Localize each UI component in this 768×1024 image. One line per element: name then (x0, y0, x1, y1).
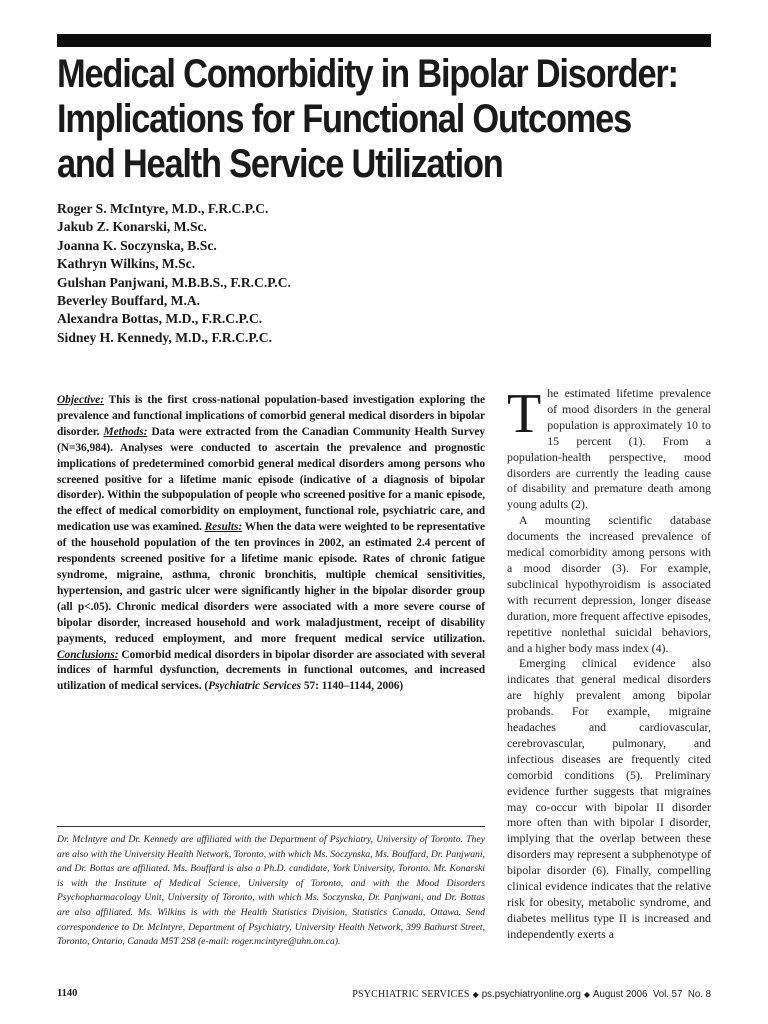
citation-tail: 57: 1140–1144, 2006) (301, 680, 404, 693)
body-paragraph-1 (507, 383, 711, 513)
author-list (57, 200, 457, 347)
title-line-1: Medical Comorbidity in Bipolar Disorder: (57, 52, 678, 96)
objective-text: This is the first cross-national population-based investigation exploring the prevalence and functional implications of comorbid general medical disorders in bipolar disorder. (57, 394, 485, 438)
author: Jakub Z. Konarski, M.Sc. (57, 219, 207, 235)
drop-cap: T (507, 383, 542, 445)
author: Kathryn Wilkins, M.Sc. (57, 256, 196, 272)
author: Roger S. McIntyre, M.D., F.R.C.P.C. (57, 201, 269, 216)
methods-text: Data were extracted from the Canadian Community Health Survey (N=36,984). Analyses were conducted to ascertain the prevalence and prognostic implications of predetermined comorbid general medical disorders among persons who screened positive for a lifetime manic episode (indicative of a diagnosis of bipolar disorder). Within the subpopulation of people who screened positive for a manic episode, the effect of medical comorbidity on employment, functional role, psychiatric care, and medication use was examined. (57, 425, 485, 534)
conclusions-text: Comorbid medical disorders in bipolar disorder are associated with several indices of harmful dysfunction, decrements in functional outcomes, and increased utilization of medical services. ( (57, 648, 485, 693)
page-number: 1140 (57, 988, 78, 999)
running-footer (352, 989, 711, 1000)
article-title (57, 52, 717, 187)
results-text: When the data were weighted to be representative of the household population of the ten provinces in 2002, an estimated 2.4 percent of respondents screened positive for a lifetime manic episode. Rates of chronic fatigue syndrome, migraine, asthma, chronic bronchitis, multiple chemical sensitivities, hypertension, and gastric ulcer were significantly higher in the bipolar disorder group (all p<.05). Chronic medical disorders were associated with a more severe course of bipolar disorder, increased household and work maladjustment, receipt of disability payments, reduced employment, and more frequent medical service utilization. (57, 521, 485, 645)
title-line-3: and Health Service Utilization (57, 142, 503, 186)
issue-date: August 2006 (593, 989, 648, 1000)
author: Alexandra Bottas, M.D., F.R.C.P.C. (57, 311, 263, 327)
conclusions-label: Conclusions: (57, 648, 119, 661)
author: Joanna K. Soczynska, B.Sc. (57, 237, 217, 253)
top-rule (57, 34, 711, 47)
diamond-separator-icon: ◆ (583, 990, 591, 999)
journal-url: ps.psychiatryonline.org (481, 989, 581, 1000)
author: Gulshan Panjwani, M.B.B.S., F.R.C.P.C. (57, 274, 291, 290)
volume: Vol. 57 (652, 989, 683, 1000)
paragraph-1-text: he estimated lifetime prevalence of mood disorders in the general population is approximately 10 to 15 percent (1). From a population-health perspective, mood disorders are currently the leading cause of disability and premature death among young adults (2). (507, 386, 711, 512)
abstract (57, 393, 485, 695)
body-paragraph-2: A mounting scientific database documents the increased prevalence of medical comorbidity among persons with a mood disorder (3). For example, subclinical hypothyroidism is associated with recurrent depression, longer disease duration, more frequent affective episodes, repetitive nonlethal suicidal behaviors, and a higher body mass index (4). (507, 513, 711, 655)
journal-name: Psychiatric Services (208, 680, 302, 693)
results-label: Results: (204, 521, 243, 534)
body-paragraph-3: Emerging clinical evidence also indicates that general medical disorders are highly prevalent among bipolar probands. For example, migraine headaches and cardiovascular, cerebrovascular, pulmonary, and infectious diseases are frequently cited comorbid conditions (5). Preliminary evidence further suggests that migraines may co-occur with bipolar II disorder more often than with bipolar I disorder, implying that the overlap between these disorders may represent a subphenotype of bipolar disorder (6). Finally, compelling clinical evidence indicates that the relative risk for obesity, metabolic syndrome, and diabetes mellitus type II is increased and independently exerts a (507, 656, 711, 941)
methods-label: Methods: (103, 425, 148, 438)
author: Beverley Bouffard, M.A. (57, 293, 201, 309)
footnote-divider (57, 826, 485, 827)
diamond-separator-icon: ◆ (472, 990, 479, 999)
author: Sidney H. Kennedy, M.D., F.R.C.P.C. (57, 329, 273, 345)
title-line-2: Implications for Functional Outcomes (57, 97, 632, 141)
affiliation-footnote: Dr. McIntyre and Dr. Kennedy are affiliated with the Department of Psychiatry, University of Toronto. They are also with the University Health Network, Toronto, with which Ms. Soczynska, Ms. Bouffard, Dr. Panjwani, and Dr. Bottas are affiliated. Ms. Bouffard is also a Ph.D. candidate, York University, Toronto. Mr. Konarski is with the Institute of Medical Science, University of Toronto, and with the Mood Disorders Psychopharmacology Unit, University of Toronto, with which Ms. Soczynska, Dr. Panjwani, and Dr. Bottas are also affiliated. Ms. Wilkins is with the Health Statistics Division, Statistics Canada, Ottawa. Send correspondence to Dr. McIntyre, Department of Psychiatry, University Health Network, 399 Bathurst Street, Toronto, Ontario, Canada M5T 2S8 (e-mail: roger.mcintyre@uhn.on.ca). (57, 834, 485, 948)
objective-label: Objective: (57, 394, 104, 406)
journal-footer-name: PSYCHIATRIC SERVICES (352, 989, 470, 1000)
body-text-column (507, 383, 711, 943)
issue-number: No. 8 (687, 989, 711, 1000)
